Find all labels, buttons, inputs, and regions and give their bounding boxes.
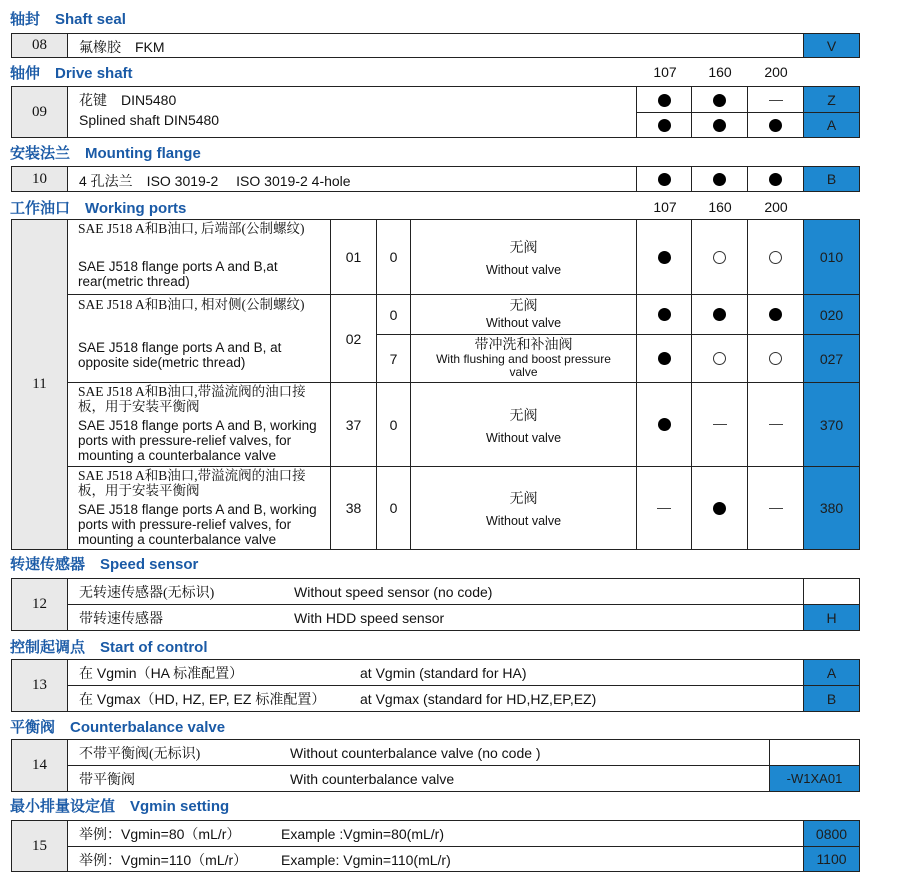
option-text-en: Without counterbalance valve (no code ) <box>290 745 541 761</box>
order-code: B <box>804 686 859 711</box>
availability-107 <box>637 383 691 466</box>
option-text: 花键 DIN5480 <box>79 92 177 108</box>
section-title-mounting-flange: 安装法兰 Mounting flange <box>10 145 201 162</box>
size-header: 107 <box>653 64 677 80</box>
port-description-en: SAE J518 flange ports A and B, at opposite side(metric thread) <box>78 340 282 370</box>
valve-code: 0 <box>389 500 398 516</box>
port-description-cn: SAE J518 A和B油口,带溢流阀的油口接板，用于安装平衡阀 <box>78 468 306 498</box>
open-circle-icon <box>713 352 726 365</box>
order-code: Z <box>804 87 859 112</box>
valve-en: Without valve <box>485 263 562 277</box>
availability-160 <box>692 88 747 112</box>
availability-200 <box>748 295 803 334</box>
valve-cn: 无阀 <box>509 408 538 424</box>
dash-icon <box>657 508 671 509</box>
row-divider <box>68 846 859 847</box>
section-number: 14 <box>12 740 68 791</box>
availability-107 <box>637 167 691 191</box>
option-text-en: With counterbalance valve <box>290 771 455 787</box>
option-text: Splined shaft DIN5480 <box>79 112 220 128</box>
availability-200 <box>748 88 803 112</box>
option-text: 氟橡胶 FKM <box>79 39 165 55</box>
size-header: 160 <box>708 199 732 215</box>
filled-dot-icon <box>769 119 782 132</box>
valve-code: 0 <box>389 416 398 433</box>
section-title-counterbalance-valve: 平衡阀 Counterbalance valve <box>10 719 226 736</box>
valve-en: Without valve <box>485 430 562 445</box>
availability-107 <box>637 220 691 294</box>
option-text-cn: 无转速传感器(无标识) <box>79 586 215 601</box>
option-text-cn: 举例：Vgmin=110（mL/r） <box>79 852 248 868</box>
filled-dot-icon <box>658 251 671 264</box>
order-code: 0800 <box>804 821 859 846</box>
availability-160 <box>692 167 747 191</box>
size-header: 200 <box>764 64 788 80</box>
option-text-cn: 在 Vgmax（HD, HZ, EP, EZ 标准配置） <box>79 691 326 707</box>
dash-icon <box>769 424 783 425</box>
section-number: 12 <box>12 579 68 630</box>
order-code: 020 <box>804 295 859 334</box>
order-code: -W1XA01 <box>770 766 859 791</box>
option-text-en: at Vgmax (standard for HD,HZ,EP,EZ) <box>360 691 597 707</box>
filled-dot-icon <box>658 94 671 107</box>
filled-dot-icon <box>769 308 782 321</box>
availability-160 <box>692 295 747 334</box>
availability-107 <box>637 295 691 334</box>
valve-en: Without valve <box>485 514 562 528</box>
order-code: H <box>804 605 859 630</box>
option-text-en: at Vgmin (standard for HA) <box>360 665 527 681</box>
row-divider <box>68 685 859 686</box>
availability-107 <box>637 335 691 382</box>
option-text-cn: 在 Vgmin（HA 标准配置） <box>79 665 244 681</box>
availability-160 <box>692 467 747 549</box>
order-code: B <box>803 167 859 191</box>
option-text-en: Example: Vgmin=110(mL/r) <box>281 852 451 868</box>
port-code: 02 <box>345 330 362 347</box>
option-text-cn: 带转速传感器 <box>79 612 163 627</box>
order-code: 380 <box>804 467 859 549</box>
order-code: V <box>803 34 859 57</box>
order-code: 010 <box>804 220 859 294</box>
section-number: 11 <box>12 220 68 549</box>
valve-en: Without valve <box>485 315 562 330</box>
order-code: 027 <box>804 335 859 382</box>
open-circle-icon <box>769 352 782 365</box>
valve-description <box>411 467 636 549</box>
order-code: A <box>804 660 859 685</box>
option-text-en: Example :Vgmin=80(mL/r) <box>281 826 445 842</box>
port-code: 01 <box>345 249 362 265</box>
port-description-en: SAE J518 flange ports A and B, working ports with pressure-relief valves, for mounting a counterbalance valve <box>78 502 317 547</box>
row-divider <box>68 765 859 766</box>
open-circle-icon <box>769 251 782 264</box>
availability-200 <box>748 383 803 466</box>
availability-200 <box>748 220 803 294</box>
section-number: 09 <box>12 87 68 137</box>
row-divider <box>68 604 859 605</box>
section-title-shaft-seal: 轴封 Shaft seal <box>10 11 126 28</box>
filled-dot-icon <box>658 119 671 132</box>
valve-description <box>411 295 636 334</box>
availability-107 <box>637 88 691 112</box>
dash-icon <box>769 100 783 101</box>
section-number: 13 <box>12 660 68 711</box>
availability-160 <box>692 383 747 466</box>
port-description-cn: SAE J518 A和B油口,带溢流阀的油口接板，用于安装平衡阀 <box>78 384 306 414</box>
option-text-cn: 举例：Vgmin=80（mL/r） <box>79 826 241 842</box>
dash-icon <box>769 508 783 509</box>
section-title-speed-sensor: 转速传感器 Speed sensor <box>10 556 199 573</box>
size-header: 107 <box>653 199 677 215</box>
port-description-en: SAE J518 flange ports A and B,at rear(metric thread) <box>78 259 278 289</box>
port-description-cn: SAE J518 A和B油口, 后端部(公制螺纹) <box>78 221 305 236</box>
valve-cn: 无阀 <box>509 298 538 314</box>
availability-200 <box>748 113 803 137</box>
valve-code: 0 <box>389 249 398 265</box>
availability-160 <box>692 220 747 294</box>
dash-icon <box>713 424 727 425</box>
section-title-drive-shaft: 轴伸 Drive shaft <box>10 65 133 82</box>
availability-160 <box>692 113 747 137</box>
section-title-working-ports: 工作油口 Working ports <box>10 200 187 217</box>
option-text-en: With HDD speed sensor <box>294 610 445 626</box>
section-title-start-of-control: 控制起调点 Start of control <box>10 639 208 656</box>
order-code: 1100 <box>804 847 859 871</box>
valve-code: 0 <box>389 306 398 323</box>
valve-code: 7 <box>389 350 398 367</box>
availability-107 <box>637 467 691 549</box>
section-title-vgmin-setting: 最小排量设定值 Vgmin setting <box>10 798 230 815</box>
filled-dot-icon <box>713 119 726 132</box>
option-text: 4 孔法兰 ISO 3019-2 ISO 3019-2 4-hole <box>79 173 351 189</box>
option-text-cn: 带平衡阀 <box>79 773 135 788</box>
availability-200 <box>748 335 803 382</box>
filled-dot-icon <box>769 173 782 186</box>
valve-en: With flushing and boost pressure valve <box>436 351 611 379</box>
valve-cn: 无阀 <box>509 492 538 507</box>
valve-cn: 带冲洗和补油阀 <box>474 337 573 353</box>
filled-dot-icon <box>658 173 671 186</box>
order-code: A <box>804 113 859 137</box>
size-header: 160 <box>708 64 732 80</box>
port-description-cn: SAE J518 A和B油口, 相对侧(公制螺纹) <box>78 297 305 312</box>
valve-description <box>411 220 636 294</box>
port-description-en: SAE J518 flange ports A and B, working ports with pressure-relief valves, for mounting a counterbalance valve <box>78 418 317 463</box>
open-circle-icon <box>713 251 726 264</box>
valve-description <box>411 383 636 466</box>
valve-cn: 无阀 <box>509 241 538 256</box>
port-code: 38 <box>345 500 362 516</box>
port-code: 37 <box>345 416 362 433</box>
filled-dot-icon <box>658 418 671 431</box>
filled-dot-icon <box>713 502 726 515</box>
availability-160 <box>692 335 747 382</box>
filled-dot-icon <box>658 352 671 365</box>
option-text-cn: 不带平衡阀(无标识) <box>79 747 201 762</box>
availability-200 <box>748 167 803 191</box>
size-header: 200 <box>764 199 788 215</box>
order-code: 370 <box>804 383 859 466</box>
option-text-en: Without speed sensor (no code) <box>294 584 493 600</box>
filled-dot-icon <box>713 94 726 107</box>
section-number: 08 <box>12 34 68 57</box>
filled-dot-icon <box>713 308 726 321</box>
availability-107 <box>637 113 691 137</box>
filled-dot-icon <box>658 308 671 321</box>
availability-200 <box>748 467 803 549</box>
filled-dot-icon <box>713 173 726 186</box>
section-number: 15 <box>12 821 68 871</box>
section-number: 10 <box>12 167 68 191</box>
valve-description <box>411 335 636 382</box>
